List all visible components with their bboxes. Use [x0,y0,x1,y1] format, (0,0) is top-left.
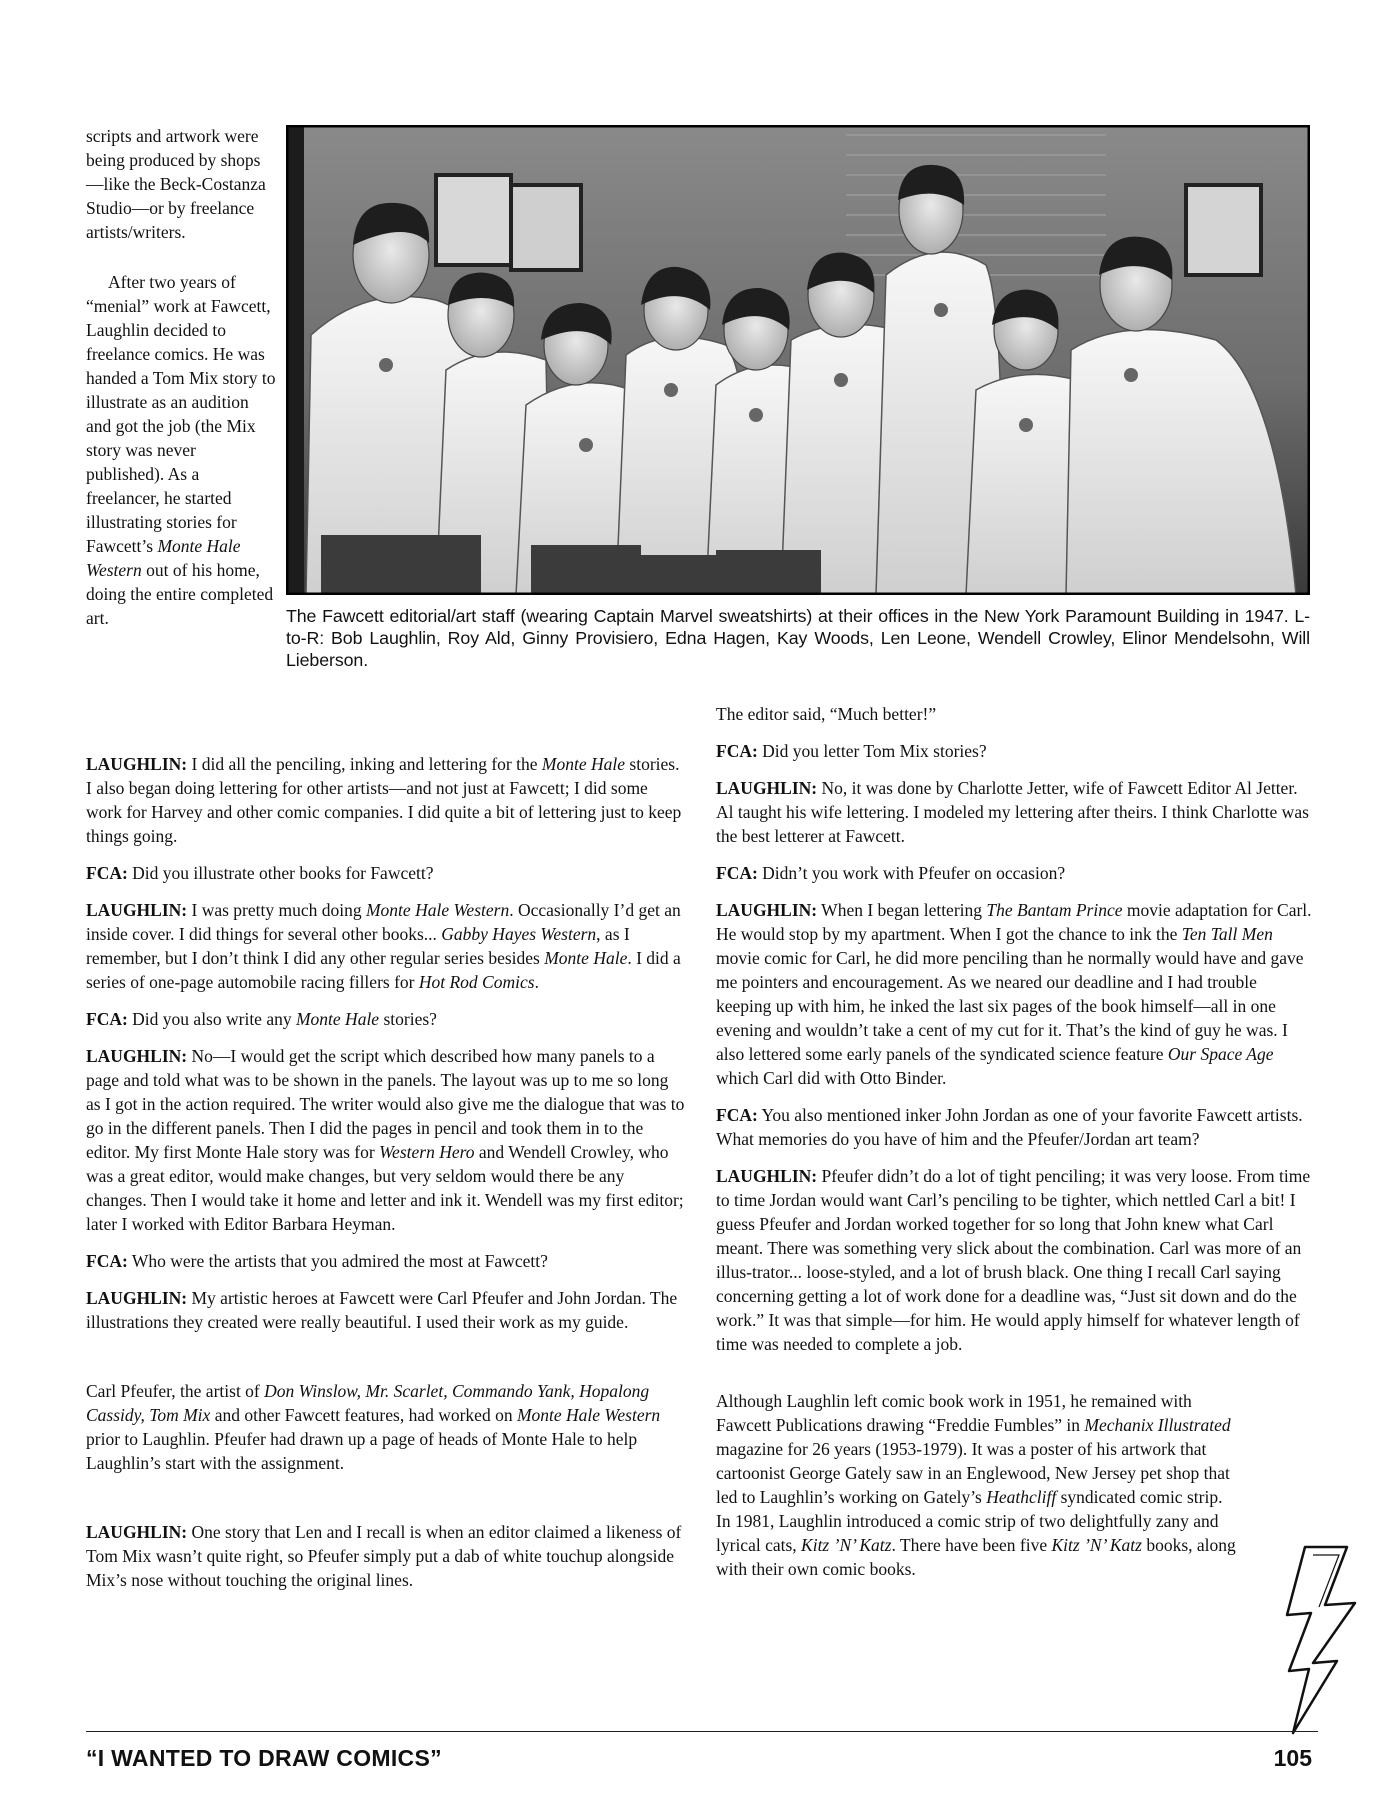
italic-title: Hot Rod Comics [418,972,535,992]
text-run: I was pretty much doing [187,900,366,920]
intro-column [86,124,276,630]
italic-title: Kitz ’N’ Katz [1051,1535,1142,1555]
intro-paragraph-1: scripts and artwork were being produced by shops—like the Beck-Costanza Studio—or by freelance artists/writers. [86,126,266,242]
right-column [716,702,1316,1594]
text-run: stories? [379,1009,437,1029]
text-run: When I began lettering [817,900,987,920]
text-run: Although Laughlin left comic book work in 1951, he remained with Fawcett Publications drawing “Freddie Fumbles” in [716,1391,1192,1435]
section-gap [86,1488,686,1520]
italic-title: Our Space Age [1167,1044,1274,1064]
speaker-label: FCA: [716,1105,758,1125]
speaker-label: FCA: [86,863,128,883]
answer [86,752,686,848]
question [86,1249,686,1273]
text-run: One story that Len and I recall is when an editor claimed a likeness of Tom Mix wasn’t quite right, so Pfeufer simply put a dab of white touchup alongside Mix’s nose without touching the original lines. [86,1522,682,1590]
text-run: Who were the artists that you admired the most at Fawcett? [127,1251,548,1271]
text-run: movie comic for Carl, he did more penciling than he normally would have and gave me pointers and encouragement. As we neared our deadline and I had trouble keeping up with him, he inked the last six pages of the book himself—all in one evening and wouldn’t take a cent of my cut for it. That’s the kind of guy he was. I also lettered some early panels of the syndicated science feature [716,948,1304,1064]
speaker-label: FCA: [716,741,758,761]
speaker-label: LAUGHLIN: [716,900,818,920]
continued-text: The editor said, “Much better!” [716,704,937,724]
text-run: . I did a series of one-page automobile racing fillers for [86,948,681,992]
speaker-label: LAUGHLIN: [86,1522,188,1542]
text-run: syndicated comic strip. In 1981, Laughlin introduced a comic strip of two delightfully zany and lyrical cats, [716,1487,1223,1555]
page-number: 105 [1273,1745,1312,1771]
text-run: prior to Laughlin. Pfeufer had drawn up a page of heads of Monte Hale to help Laughlin’s start with the assignment. [86,1429,638,1473]
narrative-paragraph [716,1389,1236,1581]
speaker-label: FCA: [86,1251,128,1271]
text-run: You also mentioned inker John Jordan as one of your favorite Fawcett artists. What memories do you have of him and the Pfeufer/Jordan art team? [716,1105,1303,1149]
italic-title: Monte Hale Western [86,536,241,580]
question [716,1103,1316,1151]
italic-title: Ten Tall Men [1181,924,1273,944]
italic-title: Gabby Hayes Western [441,924,597,944]
text-run: books, along with their own comic books. [716,1535,1236,1579]
staff-photo [286,125,1310,595]
text-run: out of his home, doing the entire completed art. [86,560,274,628]
italic-title: Monte Hale Western [365,900,510,920]
italic-title: Monte Hale Western [516,1405,661,1425]
text-run: which Carl did with Otto Binder. [716,1068,947,1088]
question [86,1007,686,1031]
answer [86,1286,686,1334]
answer [86,1520,686,1592]
text-run: Carl Pfeufer, the artist of [86,1381,265,1401]
section-gap [716,1369,1316,1389]
answer [716,898,1316,1090]
italic-title: Don Winslow, Mr. Scarlet, Commando Yank, Hopalong Cassidy, Tom Mix [86,1381,650,1425]
question [716,739,1316,763]
text-run: My artistic heroes at Fawcett were Carl Pfeufer and John Jordan. The illustrations they created were really beautiful. I used their work as my guide. [86,1288,678,1332]
speaker-label: LAUGHLIN: [86,1288,188,1308]
text-run: stories. I also began doing lettering for other artists—and not just at Fawcett; I did some work for Harvey and other comic companies. I did quite a bit of lettering just to keep things going. [86,754,682,846]
lightning-bolt-icon [1285,1545,1360,1735]
text-run: , as I remember, but I don’t think I did any other regular series besides [86,924,630,968]
text-run: Did you letter Tom Mix stories? [757,741,987,761]
italic-title: Mechanix Illustrated [1084,1415,1231,1435]
question [86,861,686,885]
answer [716,1164,1316,1356]
text-run: magazine for 26 years (1953-1979). It was a poster of his artwork that cartoonist George Gately saw in an Englewood, New Jersey pet shop that led to Laughlin’s working on Gately’s [716,1439,1230,1507]
italic-title: Monte Hale [544,948,628,968]
text-run: . [534,972,539,992]
italic-title: Kitz ’N’ Katz [801,1535,892,1555]
italic-title: Western Hero [379,1142,475,1162]
text-run: . There have been five [891,1535,1052,1555]
text-run: Didn’t you work with Pfeufer on occasion? [757,863,1066,883]
answer [716,776,1316,848]
speaker-label: LAUGHLIN: [716,1166,818,1186]
footer-rule [86,1731,1318,1732]
text-run: No, it was done by Charlotte Jetter, wife of Fawcett Editor Al Jetter. Al taught his wife lettering. I modeled my lettering after theirs. I think Charlotte was the best letterer at Fawcett. [716,778,1309,846]
intro-paragraph-2 [86,270,276,630]
speaker-label: LAUGHLIN: [716,778,818,798]
speaker-label: FCA: [716,863,758,883]
text-run: Did you also write any [127,1009,296,1029]
text-run: I did all the penciling, inking and lettering for the [187,754,542,774]
italic-title: Monte Hale [541,754,626,774]
text-run: . Occasionally I’d get an inside cover. I did things for several other books... [86,900,681,944]
speaker-label: LAUGHLIN: [86,754,188,774]
italic-title: Monte Hale [295,1009,380,1029]
italic-title: Heathcliff [986,1487,1057,1507]
speaker-label: LAUGHLIN: [86,900,188,920]
running-title: “I WANTED TO DRAW COMICS” [86,1745,442,1771]
text-run: and Wendell Crowley, who was a great editor, would make changes, but very seldom would there be any changes. Then I would take it home and letter and ink it. Wendell was my first editor; later I worked with Editor Barbara Heyman. [86,1142,684,1234]
section-gap [86,1347,686,1379]
question [716,861,1316,885]
text-run: movie adaptation for Carl. He would stop by my apartment. When I got the chance to ink the [716,900,1312,944]
speaker-label: LAUGHLIN: [86,1046,188,1066]
italic-title: The Bantam Prince [986,900,1123,920]
photo-caption: The Fawcett editorial/art staff (wearing Captain Marvel sweatshirts) at their offices in the New York Paramount Building in 1947. L-to-R: Bob Laughlin, Roy Ald, Ginny Provisiero, Edna Hagen, Kay Woods, Len Leone, Wendell Crowley, Elinor Mendelsohn, Will Lieberson. [286,606,1310,670]
narrative-paragraph [86,1379,686,1475]
text-run: After two years of “menial” work at Fawcett, Laughlin decided to freelance comics. He was handed a Tom Mix story to illustrate as an audition and got the job (the Mix story was never published). As a freelancer, he started illustrating stories for Fawcett’s [86,272,276,556]
text-run: Did you illustrate other books for Fawcett? [127,863,434,883]
text-run: Pfeufer didn’t do a lot of tight penciling; it was very loose. From time to time Jordan would want Carl’s penciling to be tighter, which nettled Carl a bit! I guess Pfeufer and Jordan worked together for so long that John knew what Carl meant. There was something very slick about the combination. Carl was more of an illus-trator... loose-styled, and a lot of brush black. One thing I recall Carl saying concerning getting a lot of work done for a deadline was, “Just sit down and do the work.” It was that simple—for him. He would apply himself for whatever length of time was needed to complete a job. [716,1166,1311,1354]
speaker-label: FCA: [86,1009,128,1029]
text-run: No—I would get the script which described how many panels to a page and told what was to be shown in the panels. The layout was up to me so long as I got in the action required. The writer would also give me the dialogue that was to go in the different panels. Then I did the pages in pencil and took them in to the editor. My first Monte Hale story was for [86,1046,685,1162]
answer [86,1044,686,1236]
answer [86,898,686,994]
left-column [86,752,686,1605]
text-run: and other Fawcett features, had worked on [210,1405,517,1425]
